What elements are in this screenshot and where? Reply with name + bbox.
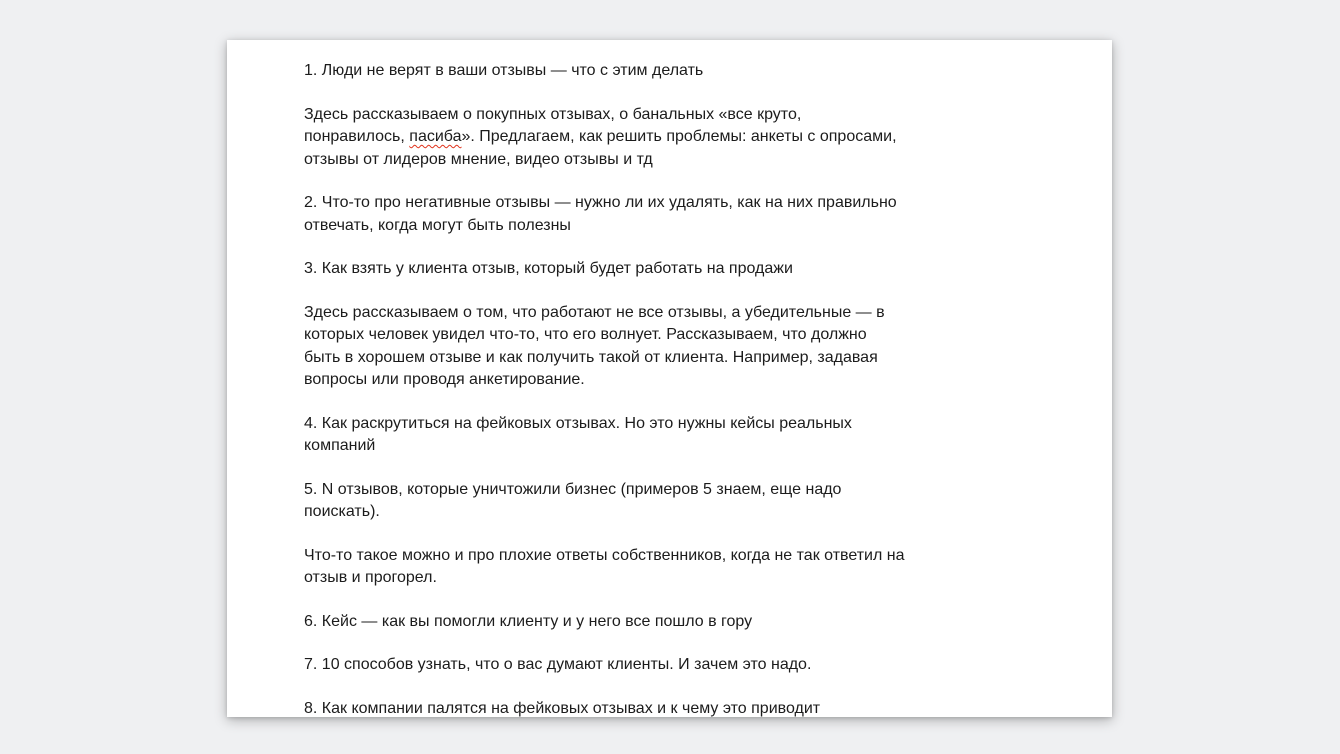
paragraph: 1. Люди не верят в ваши отзывы — что с этим делать <box>304 62 704 79</box>
paragraph: Что-то такое можно и про плохие ответы собственников, когда не так ответил на отзыв и прогорел. <box>304 546 905 586</box>
paragraph: 2. Что-то про негативные отзывы — нужно ли их удалять, как на них правильно отвечать, когда могут быть полезны <box>304 194 897 234</box>
document-page[interactable] <box>227 40 1112 717</box>
misspelled-word: пасиба <box>409 128 462 145</box>
paragraph: 4. Как раскрутиться на фейковых отзывах. Но это нужны кейсы реальных компаний <box>304 414 852 454</box>
paragraph: 8. Как компании палятся на фейковых отзывах и к чему это приводит <box>304 699 821 717</box>
paragraph: 6. Кейс — как вы помогли клиенту и у него все пошло в гору <box>304 612 753 630</box>
paragraph: 3. Как взять у клиента отзыв, который будет работать на продажи <box>304 260 793 277</box>
paragraph: Здесь рассказываем о том, что работают не все отзывы, а убедительные — в которых человек увидел что-то, что его волнует. Рассказываем, что должно быть в хорошем отзыве и как получить такой от клиента. Например, задавая вопросы или проводя анкетирование. <box>304 303 885 388</box>
page-content[interactable] <box>227 40 1112 717</box>
paragraph: Здесь рассказываем о покупных отзывах, о банальных «все круто, понравилось, пасиба». Предлагаем, как решить проблемы: анкеты с опросами, отзывы от лидеров мнение, видео отзывы и тд <box>304 105 897 168</box>
paragraph: 5. N отзывов, которые уничтожили бизнес (примеров 5 знаем, еще надо поискать). <box>304 480 842 520</box>
paragraph: 7. 10 способов узнать, что о вас думают клиенты. И зачем это надо. <box>304 656 812 673</box>
